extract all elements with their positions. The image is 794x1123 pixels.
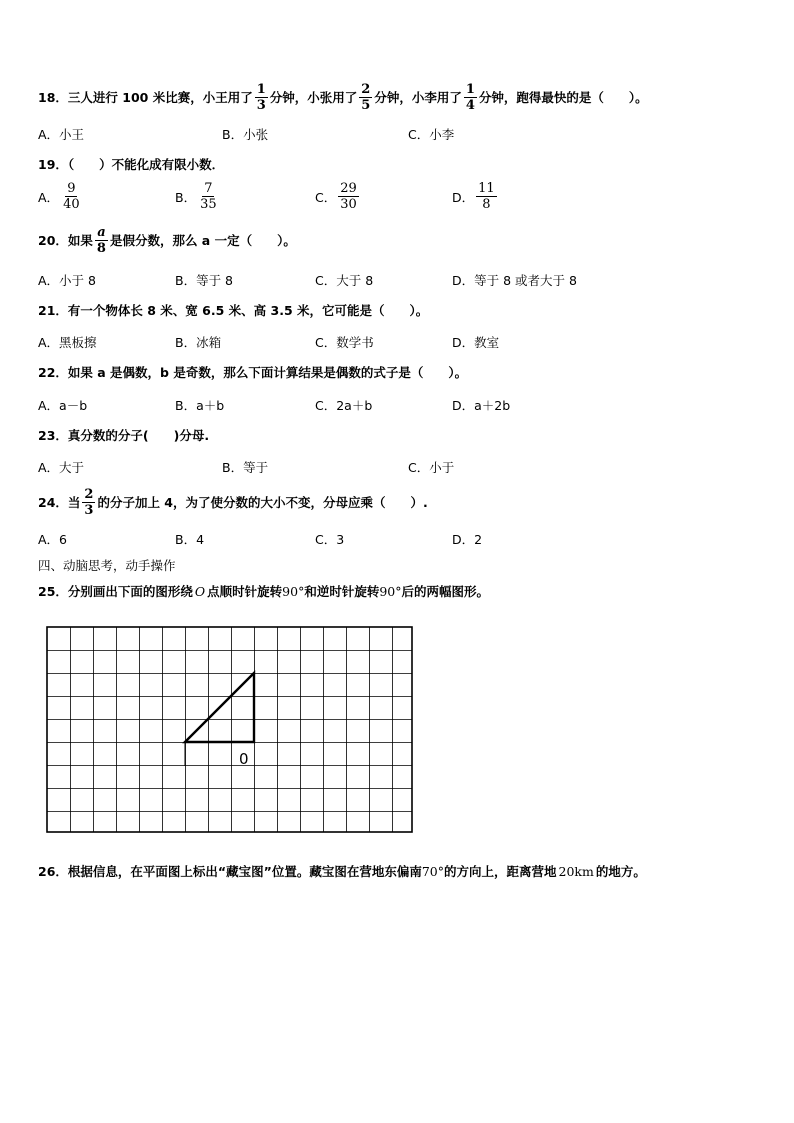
question-25 [38, 582, 489, 600]
q25-text-3: 和逆时针旋转 [304, 584, 380, 599]
q20-option-a[interactable]: A．小于 8 [38, 273, 96, 288]
q23-option-c[interactable]: C．小于 [408, 460, 455, 475]
q18-option-a[interactable]: A．小王 [38, 127, 85, 142]
triangle-figure [185, 673, 254, 742]
q18-text-2: 三人进行 100 米比赛，小王用了 [67, 90, 253, 105]
grid-border [47, 627, 412, 832]
question-26 [38, 862, 646, 880]
question-23: 23．真分数的分子( )分母. [38, 428, 210, 443]
fraction-9-40: $\frac{9}{40}$ [63, 181, 80, 212]
grid-lines [48, 627, 412, 832]
q25-degree-2: 90° [379, 583, 402, 599]
q21-option-d[interactable]: D．教室 [452, 335, 500, 350]
q24-option-b[interactable]: B．4 [175, 532, 205, 547]
q24-option-d[interactable]: D．2 [452, 532, 483, 547]
question-18 [38, 81, 648, 113]
q19-option-b[interactable]: B． $\frac{7}{35}$ [175, 181, 217, 212]
q26-distance: 20km [558, 863, 594, 879]
question-20 [38, 224, 296, 256]
q21-option-a[interactable]: A．黑板擦 [38, 335, 97, 350]
q19-option-c[interactable]: C． $\frac{29}{30}$ [315, 181, 357, 212]
q20-text-1: 20．如果 [38, 233, 93, 248]
q21-option-b[interactable]: B．冰箱 [175, 335, 222, 350]
q19-option-a[interactable]: A． $\frac{9}{40}$ [38, 181, 80, 212]
q20-option-d[interactable]: D．等于 8 或者大于 8 [452, 273, 577, 288]
q18-text-4: 分钟，小李用了 [374, 90, 462, 105]
q26-text-1: 26．根据信息，在平面图上标出“藏宝图”位置。藏宝图在营地东偏南 [38, 864, 422, 879]
fraction-one-third: $\frac{1}{3}$ [256, 81, 266, 113]
q24-text-1: 24．当 [38, 495, 81, 510]
point-o-label: O [194, 583, 206, 599]
q25-text-2: 点顺时针旋转 [207, 584, 283, 599]
section-title: 四、动脑思考，动手操作 [38, 558, 176, 573]
q22-option-d[interactable]: D．a＋2b [452, 398, 511, 413]
fraction-a-over-8: $\frac{a}{8}$ [96, 224, 106, 256]
q26-text-3: 的地方。 [595, 864, 646, 879]
fraction-11-8: $\frac{11}{8}$ [478, 181, 495, 212]
q21-option-c[interactable]: C．数学书 [315, 335, 374, 350]
q19-option-d[interactable]: D． $\frac{11}{8}$ [452, 181, 495, 212]
fraction-7-35: $\frac{7}{35}$ [200, 181, 217, 212]
q25-text-4: 后的两幅图形。 [401, 584, 490, 599]
question-21: 21．有一个物体长 8 米、宽 6.5 米、高 3.5 米，它可能是（ ）。 [38, 303, 429, 318]
q18-text-1: 18． [38, 90, 68, 105]
question-19: 19．（ ）不能化成有限小数． [38, 157, 225, 172]
q22-option-a[interactable]: A．a－b [38, 398, 88, 413]
q22-option-b[interactable]: B．a＋b [175, 398, 225, 413]
fraction-29-30: $\frac{29}{30}$ [340, 181, 357, 212]
q25-degree-1: 90° [282, 583, 305, 599]
rotation-grid[interactable] [45, 624, 415, 840]
fraction-two-thirds: $\frac{2}{3}$ [84, 486, 94, 518]
question-24 [38, 486, 428, 518]
q26-text-2: 的方向上，距离营地 [443, 864, 557, 879]
fraction-one-fourth: $\frac{1}{4}$ [465, 81, 475, 113]
q18-option-c[interactable]: C．小李 [408, 127, 455, 142]
fraction-two-fifths: $\frac{2}{5}$ [361, 81, 371, 113]
q24-option-c[interactable]: C．3 [315, 532, 345, 547]
q23-option-b[interactable]: B．等于 [222, 460, 269, 475]
q18-text-5: 分钟，跑得最快的是（ ）。 [478, 90, 648, 105]
q24-option-a[interactable]: A．6 [38, 532, 68, 547]
q18-option-b[interactable]: B．小张 [222, 127, 269, 142]
q22-option-c[interactable]: C．2a＋b [315, 398, 373, 413]
point-o-marker: 0 [239, 750, 249, 768]
q23-option-a[interactable]: A．大于 [38, 460, 85, 475]
q26-degree: 70° [421, 863, 444, 879]
q18-text-3: 分钟，小张用了 [269, 90, 358, 105]
question-22: 22．如果 a 是偶数，b 是奇数，那么下面计算结果是偶数的式子是（ ）。 [38, 365, 468, 380]
q24-text-2: 的分子加上 4，为了使分数的大小不变，分母应乘（ ）. [97, 495, 428, 510]
q20-option-b[interactable]: B．等于 8 [175, 273, 234, 288]
q25-text-1: 25．分别画出下面的图形绕 [38, 584, 193, 599]
q20-text-2: 是假分数，那么 a 一定（ ）。 [109, 233, 296, 248]
q20-option-c[interactable]: C．大于 8 [315, 273, 374, 288]
